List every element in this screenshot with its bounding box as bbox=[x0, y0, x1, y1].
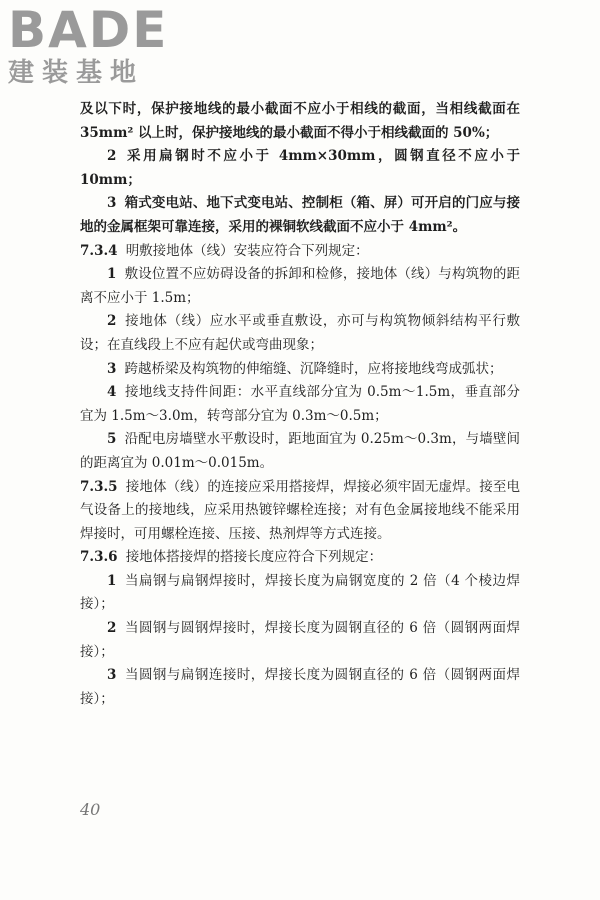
list-item: 5 沿配电房墙壁水平敷设时，距地面宜为 0.25m～0.3m，与墙壁间的距离宜为 0.01m～0.015m。 bbox=[80, 431, 520, 471]
clause-number: 7.3.4 bbox=[80, 242, 118, 259]
list-item: 2 采用扁钢时不应小于 4mm×30mm，圆钢直径不应小于 10mm； bbox=[80, 148, 520, 188]
list-item: 1 敷设位置不应妨碍设备的拆卸和检修，接地体（线）与构筑物的距离不应小于 1.5m； bbox=[80, 266, 520, 306]
document-body bbox=[80, 98, 520, 711]
list-item: 1 当扁钢与扁钢焊接时，焊接长度为扁钢宽度的 2 倍（4 个棱边焊接）； bbox=[80, 572, 520, 613]
clause-paragraph: 7.3.4 明敷接地体（线）安装应符合下列规定： bbox=[80, 242, 369, 259]
list-item: 2 接地体（线）应水平或垂直敷设，亦可与构筑物倾斜结构平行敷设；在直线段上不应有起伏或弯曲现象； bbox=[80, 313, 520, 353]
logo-subtitle: 建装基地 bbox=[8, 58, 145, 88]
logo bbox=[8, 1, 178, 88]
list-item: 3 跨越桥梁及构筑物的伸缩缝、沉降缝时，应将接地线弯成弧状； bbox=[107, 360, 503, 377]
paragraph: 及以下时，保护接地线的最小截面不应小于相线的截面，当相线截面在 35mm² 以上时，保护接地线的最小截面不得小于相线截面的 50%； bbox=[80, 101, 520, 141]
clause-number: 7.3.6 bbox=[80, 549, 118, 566]
list-item: 3 箱式变电站、地下式变电站、控制柜（箱、屏）可开启的门应与接地的金属框架可靠连接，采用的裸铜软线截面不应小于 4mm²。 bbox=[80, 195, 520, 235]
logo-brand: BADE bbox=[8, 1, 169, 59]
list-item: 4 接地线支持件间距：水平直线部分宜为 0.5m～1.5m，垂直部分宜为 1.5m～3.0m，转弯部分宜为 0.3m～0.5m； bbox=[80, 384, 520, 424]
clause-paragraph: 7.3.5 接地体（线）的连接应采用搭接焊，焊接必须牢固无虚焊。接至电气设备上的接地线，应采用热镀锌螺栓连接；对有色金属接地线不能采用焊接时，可用螺栓连接、压接、热剂焊等方式连接。 bbox=[80, 478, 520, 542]
page-number: 40 bbox=[80, 800, 101, 819]
list-item: 3 当圆钢与扁钢连接时，焊接长度为圆钢直径的 6 倍（圆钢两面焊接）； bbox=[80, 667, 520, 707]
list-item: 2 当圆钢与圆钢焊接时，焊接长度为圆钢直径的 6 倍（圆钢两面焊接）； bbox=[80, 620, 520, 660]
clause-number: 7.3.5 bbox=[80, 478, 118, 495]
clause-paragraph: 7.3.6 接地体搭接焊的搭接长度应符合下列规定： bbox=[80, 549, 383, 566]
